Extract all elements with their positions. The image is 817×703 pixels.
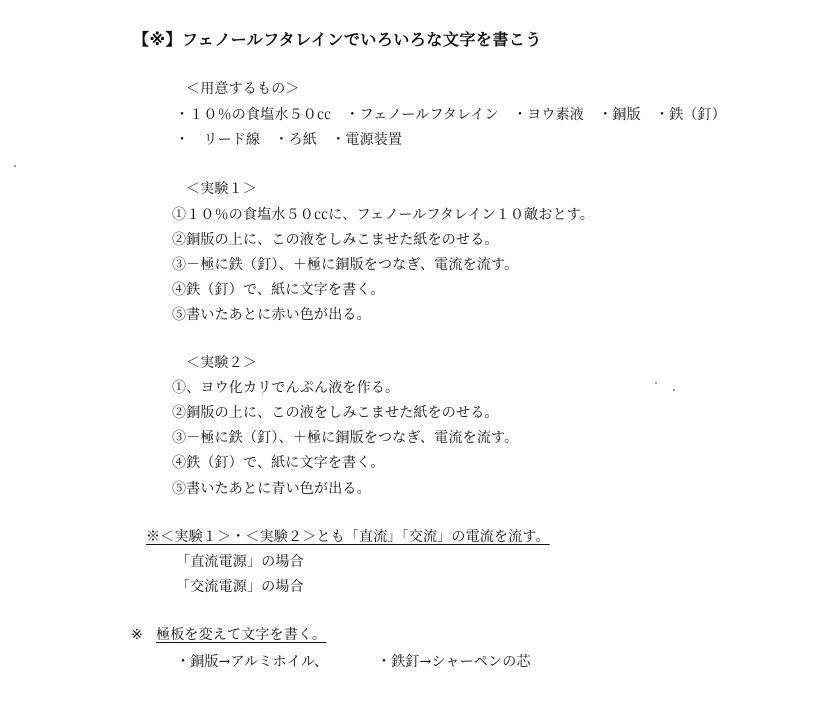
experiment1-step-3: ③－極に鉄（釘）、＋極に銅版をつなぎ、電流を流す。 bbox=[172, 257, 519, 273]
note2-mark: ※ bbox=[131, 627, 143, 643]
document-title: 【※】フェノールフタレインでいろいろな文字を書こう bbox=[133, 30, 542, 49]
note2-text: 極板を変えて文字を書く。 bbox=[156, 627, 327, 643]
note1-item-ac: 「交流電源」の場合 bbox=[176, 579, 304, 595]
experiment1-step-1: ①１０％の食塩水５０㏄に、フェノールフタレイン１０敵おとす。 bbox=[172, 207, 595, 223]
note2-item-2: ・鉄釘→シャーペンの芯 bbox=[377, 654, 531, 670]
experiment1-heading: ＜実験１＞ bbox=[186, 181, 257, 197]
experiment2-step-2: ②銅版の上に、この液をしみこませた紙をのせる。 bbox=[172, 405, 499, 421]
scan-speck bbox=[673, 389, 675, 391]
materials-heading: ＜用意するもの＞ bbox=[186, 81, 300, 97]
experiment1-step-4: ④鉄（釘）で、紙に文字を書く。 bbox=[172, 282, 385, 298]
note1-text: ※＜実験１＞・＜実験２＞とも「直流」「交流」の電流を流す。 bbox=[146, 529, 550, 545]
experiment1-step-2: ②銅版の上に、この液をしみこませた紙をのせる。 bbox=[172, 232, 499, 248]
experiment2-step-3: ③－極に鉄（釘）、＋極に銅版をつなぎ、電流を流す。 bbox=[172, 430, 519, 446]
note2-item-1: ・銅版→アルミホイル、 bbox=[176, 654, 329, 670]
scan-speck bbox=[14, 165, 16, 167]
experiment1-step-5: ⑤書いたあとに赤い色が出る。 bbox=[172, 307, 371, 323]
note1-item-dc: 「直流電源」の場合 bbox=[176, 554, 304, 570]
experiment2-step-1: ①、ヨウ化カリでんぷん液を作る。 bbox=[172, 380, 400, 396]
materials-line-1: ・１０％の食塩水５０㏄ ・フェノールフタレイン ・ヨウ素液 ・銅版 ・鉄（釘） bbox=[175, 107, 726, 123]
experiment2-step-4: ④鉄（釘）で、紙に文字を書く。 bbox=[172, 455, 385, 471]
experiment2-step-5: ⑤書いたあとに青い色が出る。 bbox=[172, 481, 371, 497]
scan-speck bbox=[655, 382, 657, 384]
materials-line-2: ・ リード線 ・ろ紙 ・電源装置 bbox=[175, 132, 403, 148]
experiment2-heading: ＜実験２＞ bbox=[186, 355, 257, 371]
